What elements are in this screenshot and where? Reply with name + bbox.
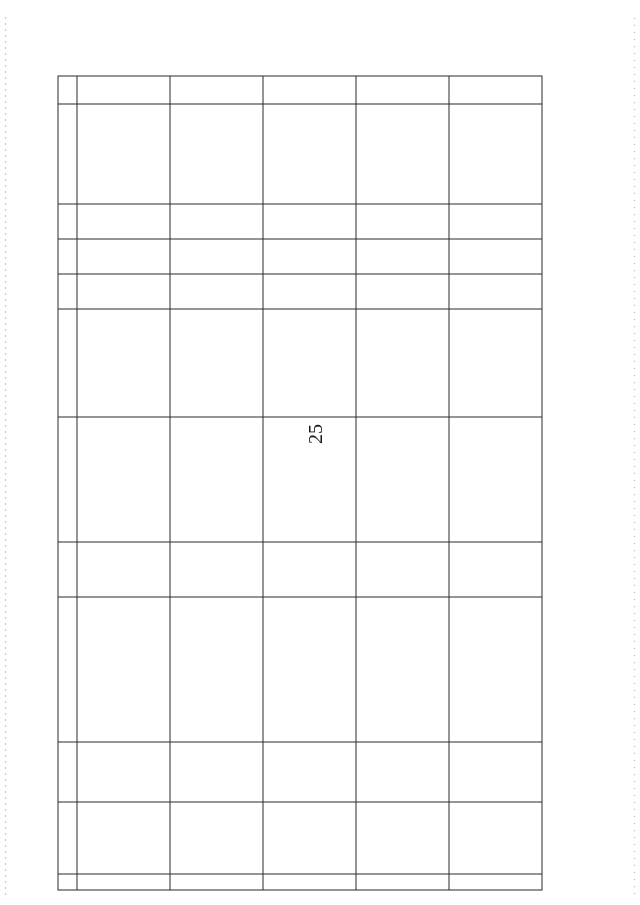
- table-cell: [356, 76, 449, 104]
- column-header: [58, 417, 77, 542]
- table-cell: [263, 309, 356, 417]
- table-cell: [170, 309, 263, 417]
- column-header: [58, 802, 77, 874]
- table-cell: [449, 309, 542, 417]
- column-header: [58, 742, 77, 802]
- table-cell: [77, 597, 170, 742]
- table-cell: [170, 802, 263, 874]
- table-cell: [263, 742, 356, 802]
- table-cell: [356, 874, 449, 890]
- column-header: [58, 76, 77, 104]
- table-cell: [77, 874, 170, 890]
- table-cell: [263, 874, 356, 890]
- table-cell: [263, 76, 356, 104]
- table-cell: [170, 742, 263, 802]
- table-cell: [263, 542, 356, 597]
- page-number: 25: [305, 424, 327, 444]
- table-cell: [356, 417, 449, 542]
- table-cell: [356, 274, 449, 309]
- table-cell: [77, 204, 170, 239]
- table-cell: [170, 597, 263, 742]
- table-cell: [263, 239, 356, 274]
- table-cell: [170, 76, 263, 104]
- column-header: [58, 542, 77, 597]
- table-cell: [356, 542, 449, 597]
- table-cell: [77, 76, 170, 104]
- table-cell: [170, 239, 263, 274]
- table-cell: [77, 309, 170, 417]
- register-table: [58, 76, 543, 891]
- table-cell: [356, 309, 449, 417]
- document-sheet: [58, 76, 542, 890]
- table-cell: [449, 76, 542, 104]
- scan-edge-left: [2, 15, 9, 895]
- table-cell: [263, 104, 356, 204]
- table-cell: [449, 542, 542, 597]
- table-cell: [263, 274, 356, 309]
- table-cell: [170, 274, 263, 309]
- column-header: [58, 239, 77, 274]
- table-cell: [263, 417, 356, 542]
- scan-edge-right: [631, 15, 638, 895]
- column-number-row: [58, 76, 77, 890]
- column-header: [58, 104, 77, 204]
- table-cell: [77, 239, 170, 274]
- table-cell: [449, 874, 542, 890]
- table-cell: [170, 204, 263, 239]
- table-cell: [449, 742, 542, 802]
- table-body: [77, 76, 542, 890]
- table-cell: [449, 104, 542, 204]
- table-cell: [449, 597, 542, 742]
- table-cell: [449, 274, 542, 309]
- table-cell: [356, 597, 449, 742]
- table-cell: [170, 874, 263, 890]
- table-cell: [356, 239, 449, 274]
- table-cell: [77, 542, 170, 597]
- table-cell: [356, 204, 449, 239]
- column-header: [58, 309, 77, 417]
- table-cell: [356, 104, 449, 204]
- table-cell: [449, 417, 542, 542]
- table-cell: [77, 742, 170, 802]
- table-cell: [77, 417, 170, 542]
- table-cell: [170, 417, 263, 542]
- table-cell: [170, 104, 263, 204]
- table-cell: [77, 104, 170, 204]
- column-header: [58, 597, 77, 742]
- table-cell: [263, 204, 356, 239]
- table-row: [77, 76, 170, 890]
- table-row: [263, 76, 356, 890]
- table-cell: [77, 802, 170, 874]
- table-cell: [263, 597, 356, 742]
- column-header: [58, 874, 77, 890]
- table-cell: [356, 742, 449, 802]
- table-cell: [449, 239, 542, 274]
- table-cell: [263, 802, 356, 874]
- table-cell: [77, 274, 170, 309]
- table-cell: [449, 204, 542, 239]
- table-cell: [356, 802, 449, 874]
- table-cell: [170, 542, 263, 597]
- column-header: [58, 274, 77, 309]
- table-row: [356, 76, 449, 890]
- table-row: [170, 76, 263, 890]
- table-cell: [449, 802, 542, 874]
- column-header: [58, 204, 77, 239]
- table-row: [449, 76, 542, 890]
